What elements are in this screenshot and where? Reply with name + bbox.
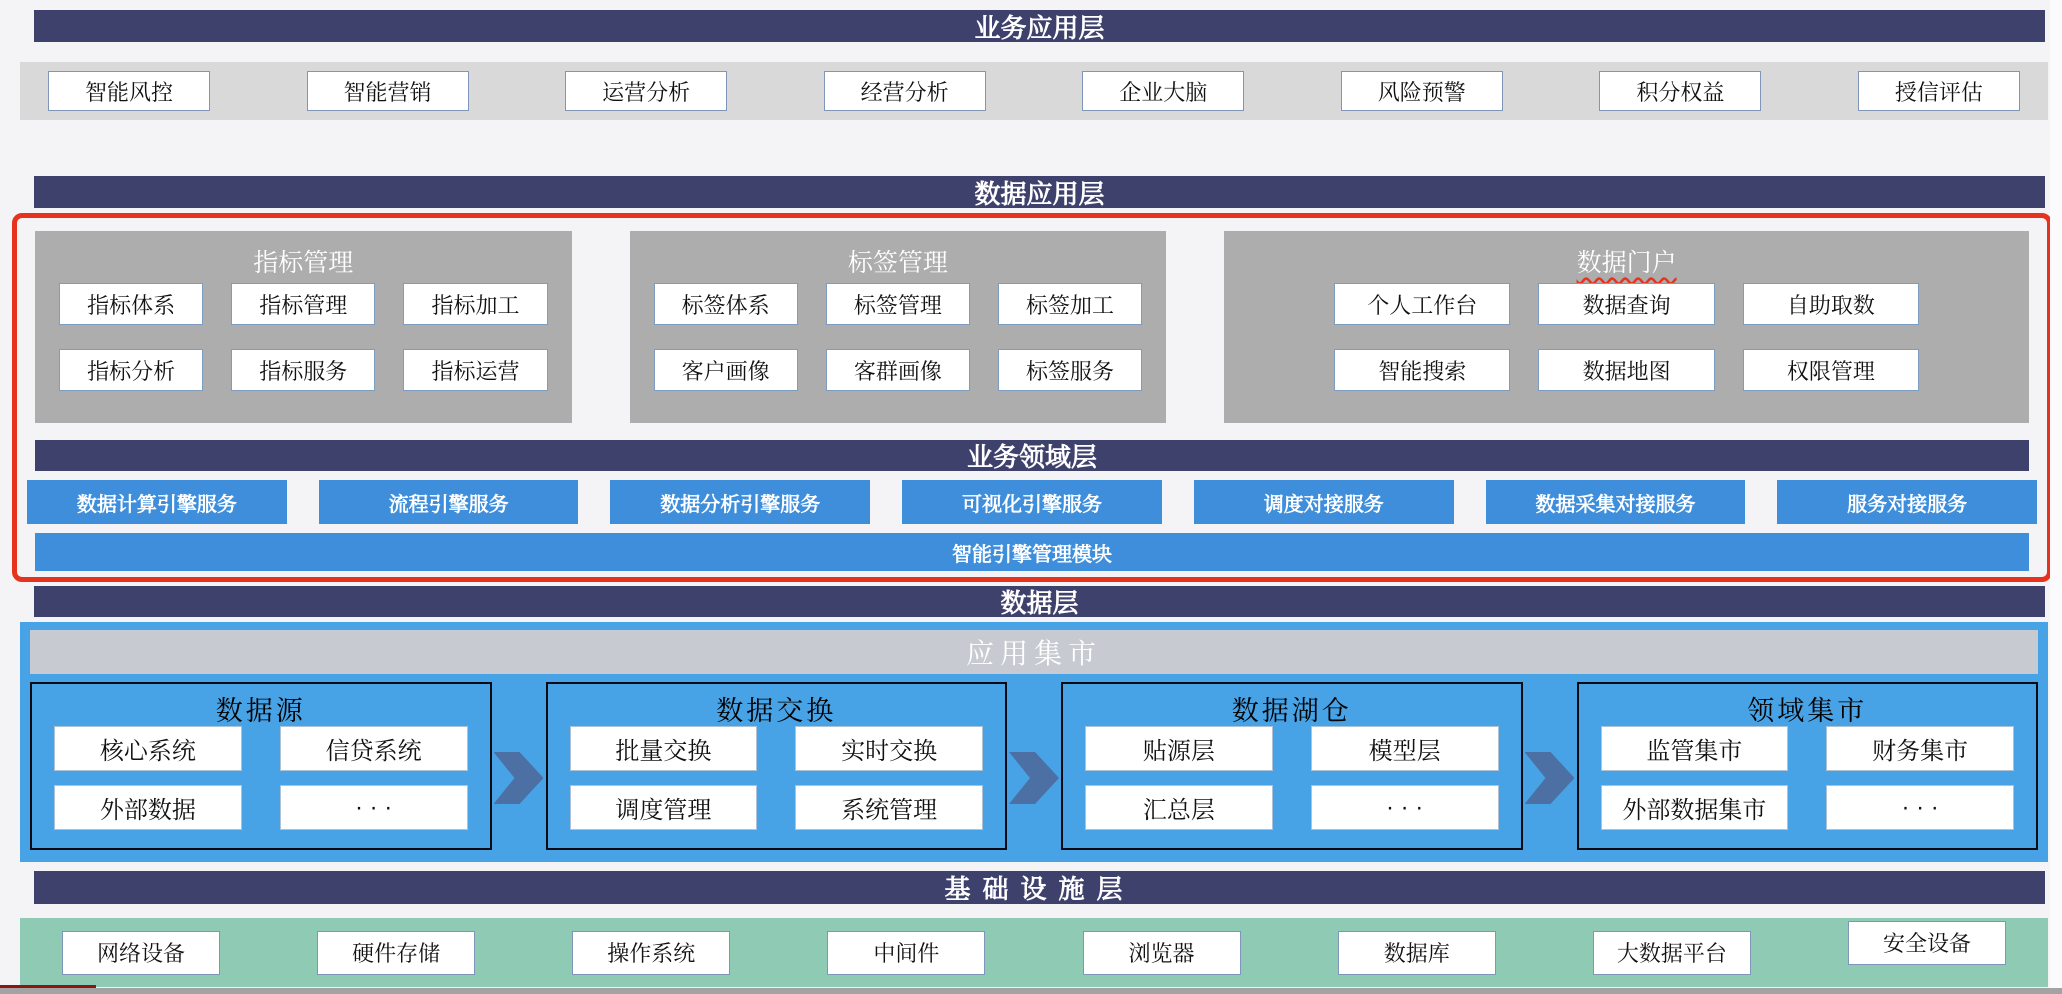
panel-grid bbox=[35, 279, 572, 391]
mart-box: 外部数据集市 bbox=[1601, 785, 1789, 830]
panel-grid bbox=[630, 279, 1167, 391]
business-app-box: 运营分析 bbox=[565, 71, 727, 111]
tag-box: 标签管理 bbox=[826, 283, 970, 325]
metric-box: 指标分析 bbox=[59, 349, 203, 391]
panel-data-portal bbox=[1224, 231, 2029, 423]
layer-title: 业务应用层 bbox=[974, 12, 1105, 43]
infra-box: 大数据平台 bbox=[1593, 931, 1751, 975]
tag-box: 客户画像 bbox=[654, 349, 798, 391]
infra-box: 安全设备 bbox=[1848, 921, 2006, 965]
mart-box: 财务集市 bbox=[1826, 726, 2014, 771]
panel-grid bbox=[1224, 279, 2029, 391]
application-mart-title-bar: 应用集市 bbox=[30, 630, 2038, 674]
panel-title: 数据源 bbox=[215, 696, 306, 726]
panel-grid bbox=[1579, 726, 2037, 830]
panel-title bbox=[1224, 231, 2029, 279]
exchange-box: 调度管理 bbox=[570, 785, 758, 830]
infra-box: 中间件 bbox=[827, 931, 985, 975]
business-app-box: 风险预警 bbox=[1341, 71, 1503, 111]
layer-title: 数据层 bbox=[1000, 588, 1079, 618]
lakehouse-box: 汇总层 bbox=[1085, 785, 1273, 830]
business-app-layer-header bbox=[34, 10, 2045, 42]
portal-box: 权限管理 bbox=[1743, 349, 1919, 391]
service-box: 流程引擎服务 bbox=[319, 480, 579, 524]
business-app-box: 企业大脑 bbox=[1082, 71, 1244, 111]
panel-title-text: 数据门户 bbox=[1576, 249, 1677, 277]
panel-title: 指标管理 bbox=[253, 249, 354, 277]
infra-box: 操作系统 bbox=[572, 931, 730, 975]
metric-box: 指标管理 bbox=[231, 283, 375, 325]
metric-box: 指标服务 bbox=[231, 349, 375, 391]
flow-arrow-icon bbox=[1009, 752, 1059, 804]
portal-box: 自助取数 bbox=[1743, 283, 1919, 325]
service-box: 服务对接服务 bbox=[1777, 480, 2037, 524]
source-box: 外部数据 bbox=[54, 785, 242, 830]
portal-box: 数据地图 bbox=[1538, 349, 1714, 391]
layer-title: 基础设施层 bbox=[944, 874, 1135, 904]
data-flow-panels bbox=[30, 682, 2038, 850]
exchange-box: 批量交换 bbox=[570, 726, 758, 771]
red-highlight-frame bbox=[12, 213, 2052, 582]
source-box-ellipsis: · · · bbox=[280, 785, 468, 830]
data-layer-header bbox=[34, 586, 2045, 617]
layer-title: 数据应用层 bbox=[974, 178, 1105, 209]
source-box: 核心系统 bbox=[54, 726, 242, 771]
business-app-box: 经营分析 bbox=[824, 71, 986, 111]
infra-box: 浏览器 bbox=[1083, 931, 1241, 975]
business-app-strip bbox=[20, 62, 2048, 120]
portal-box: 智能搜索 bbox=[1334, 349, 1510, 391]
business-app-box: 智能风控 bbox=[48, 71, 210, 111]
mart-box-ellipsis: · · · bbox=[1826, 785, 2014, 830]
metric-box: 指标运营 bbox=[403, 349, 547, 391]
metric-box: 指标加工 bbox=[403, 283, 547, 325]
portal-box: 数据查询 bbox=[1538, 283, 1714, 325]
panel-data-lakehouse bbox=[1061, 682, 1523, 850]
tag-box: 客群画像 bbox=[826, 349, 970, 391]
metric-box: 指标体系 bbox=[59, 283, 203, 325]
service-box: 数据分析引擎服务 bbox=[610, 480, 870, 524]
application-mart-container bbox=[20, 622, 2048, 862]
data-app-panels bbox=[35, 231, 2029, 423]
flow-arrow-icon bbox=[494, 752, 544, 804]
business-app-box: 积分权益 bbox=[1599, 71, 1761, 111]
infra-box: 硬件存储 bbox=[317, 931, 475, 975]
panel-grid bbox=[32, 726, 490, 830]
lakehouse-box: 模型层 bbox=[1311, 726, 1499, 771]
business-app-box: 智能营销 bbox=[307, 71, 469, 111]
panel-data-exchange bbox=[546, 682, 1008, 850]
page-right-margin bbox=[2050, 0, 2062, 994]
layer-title: 业务领域层 bbox=[966, 442, 1097, 472]
source-box: 信贷系统 bbox=[280, 726, 468, 771]
tag-box: 标签加工 bbox=[998, 283, 1142, 325]
panel-title: 领域集市 bbox=[1747, 696, 1868, 726]
lakehouse-box-ellipsis: · · · bbox=[1311, 785, 1499, 830]
panel-grid bbox=[1063, 726, 1521, 830]
flow-arrow-icon bbox=[1525, 752, 1575, 804]
panel-title: 数据湖仓 bbox=[1231, 696, 1352, 726]
business-domain-layer-header bbox=[35, 440, 2029, 471]
panel-domain-mart bbox=[1577, 682, 2039, 850]
lakehouse-box: 贴源层 bbox=[1085, 726, 1273, 771]
panel-metric-management bbox=[35, 231, 572, 423]
infrastructure-strip bbox=[20, 918, 2048, 987]
service-box: 可视化引擎服务 bbox=[902, 480, 1162, 524]
panel-data-source bbox=[30, 682, 492, 850]
panel-tag-management bbox=[630, 231, 1167, 423]
panel-title: 标签管理 bbox=[847, 249, 948, 277]
data-app-layer-header bbox=[34, 176, 2045, 208]
exchange-box: 实时交换 bbox=[795, 726, 983, 771]
service-box: 数据采集对接服务 bbox=[1486, 480, 1746, 524]
tag-box: 标签服务 bbox=[998, 349, 1142, 391]
panel-grid bbox=[548, 726, 1006, 830]
infra-box: 网络设备 bbox=[62, 931, 220, 975]
horizontal-scrollbar[interactable] bbox=[0, 988, 2062, 994]
panel-title: 数据交换 bbox=[716, 696, 837, 726]
service-box: 调度对接服务 bbox=[1194, 480, 1454, 524]
engine-management-bar: 智能引擎管理模块 bbox=[35, 533, 2029, 571]
exchange-box: 系统管理 bbox=[795, 785, 983, 830]
infra-box: 数据库 bbox=[1338, 931, 1496, 975]
service-box: 数据计算引擎服务 bbox=[27, 480, 287, 524]
engine-services-row bbox=[27, 480, 2037, 524]
infrastructure-layer-header bbox=[34, 871, 2045, 904]
tag-box: 标签体系 bbox=[654, 283, 798, 325]
mart-box: 监管集市 bbox=[1601, 726, 1789, 771]
business-app-box: 授信评估 bbox=[1858, 71, 2020, 111]
portal-box: 个人工作台 bbox=[1334, 283, 1510, 325]
